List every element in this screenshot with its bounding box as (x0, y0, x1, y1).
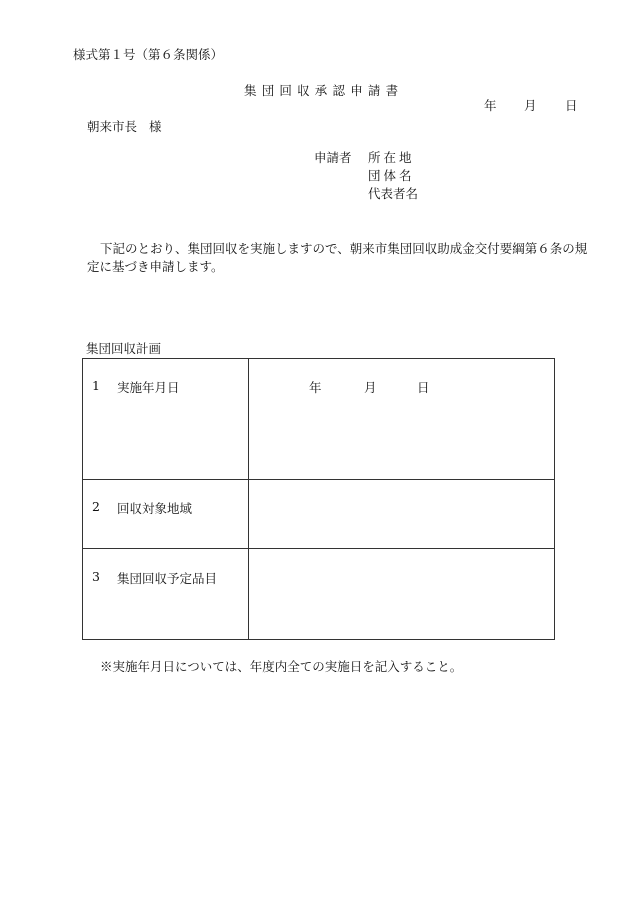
plan-row-label-cell (83, 549, 249, 640)
plan-item-label: 実施年月日 (117, 380, 180, 395)
plan-row-label-cell (83, 480, 249, 549)
form-number: 様式第１号（第６条関係） (73, 47, 224, 62)
collection-area-field[interactable] (249, 480, 555, 549)
plan-heading: 集団回収計画 (86, 341, 162, 356)
table-row (83, 549, 555, 640)
date-year-label: 年 (484, 98, 497, 113)
date-month-label: 月 (524, 98, 537, 113)
date-day-label: 日 (565, 98, 578, 113)
representative-field-label: 代表者名 (368, 186, 419, 201)
group-name-field-label: 団体名 (368, 168, 415, 183)
plan-item-number: 3 (92, 569, 100, 584)
implementation-date-field[interactable] (249, 359, 555, 480)
plan-date-year-label: 年 (309, 380, 322, 395)
table-row (83, 359, 555, 480)
table-row (83, 480, 555, 549)
plan-item-number: 2 (92, 499, 100, 514)
plan-date-month-label: 月 (364, 380, 377, 395)
addressee (87, 121, 162, 134)
plan-item-label: 集団回収予定品目 (117, 571, 218, 586)
address-field-label: 所在地 (368, 150, 415, 165)
addressee-name: 朝来市長 (87, 119, 138, 134)
plan-date-day-label: 日 (417, 380, 430, 395)
addressee-honorific: 様 (149, 119, 162, 134)
plan-item-label: 回収対象地域 (117, 501, 193, 516)
document-title: 集団回収承認申請書 (244, 83, 404, 98)
application-statement: 下記のとおり、集団回収を実施しますので、朝来市集団回収助成金交付要綱第６条の規定に基づき申請します。 (87, 241, 588, 274)
applicant-label: 申請者 (314, 150, 352, 165)
planned-items-field[interactable] (249, 549, 555, 640)
plan-row-label-cell (83, 359, 249, 480)
plan-item-number: 1 (92, 378, 100, 393)
footnote: ※実施年月日については、年度内全ての実施日を記入すること。 (100, 659, 463, 674)
plan-table (82, 358, 555, 640)
